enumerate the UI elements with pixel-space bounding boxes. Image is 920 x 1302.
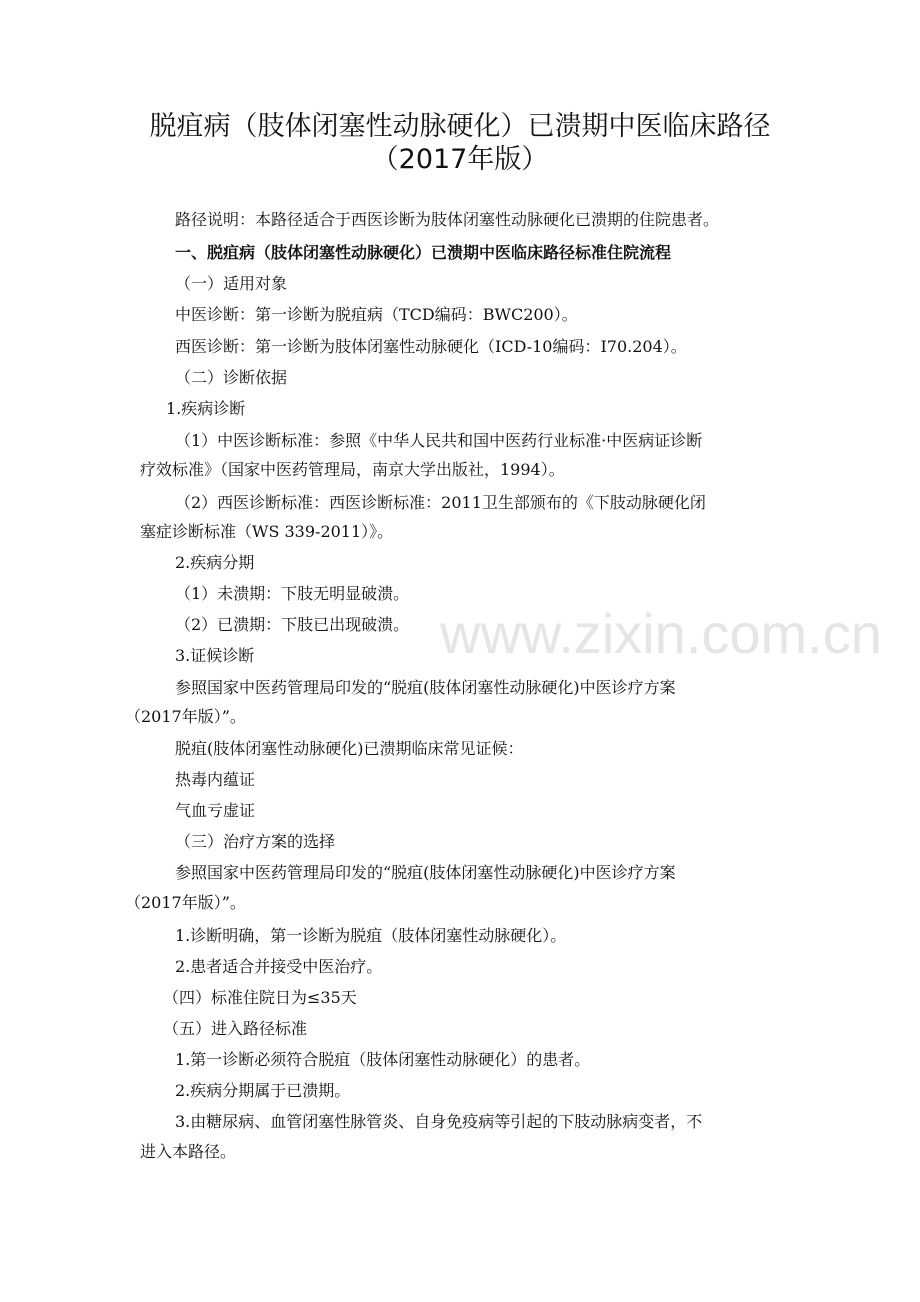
subheading-entry-criteria: （五）进入路径标准 [163,1019,308,1038]
item-tcm-standard-line-1: （1）中医诊断标准：参照《中华人民共和国中医药行业标准·中医病证诊断 [175,431,703,450]
syndrome-heat-toxin: 热毒内蕴证 [175,770,256,789]
item-syndrome-diagnosis: 3.证候诊断 [175,646,255,665]
subheading-treatment-selection: （三）治疗方案的选择 [175,832,336,851]
item-syndrome-ref-line-1: 参照国家中医药管理局印发的“脱疽(肢体闭塞性动脉硬化)中医诊疗方案 [175,678,676,697]
item-disease-diagnosis: 1.疾病诊断 [166,399,246,418]
watermark: www.zixin.com.cn [440,602,882,665]
item-wm-standard-line-1: （2）西医诊断标准：西医诊断标准：2011卫生部颁布的《下肢动脉硬化闭 [175,493,706,512]
subheading-diagnosis-basis: （二）诊断依据 [175,368,288,387]
item-wm-standard-line-2: 塞症诊断标准（WS 339-2011）》。 [140,522,394,541]
document-title-line-2: （2017年版） [371,144,549,175]
entry-criteria-item-1: 1.第一诊断必须符合脱疽（肢体闭塞性动脉硬化）的患者。 [175,1050,591,1069]
item-disease-staging: 2.疾病分期 [175,553,255,572]
treatment-ref-line-1: 参照国家中医药管理局印发的“脱疽(肢体闭塞性动脉硬化)中医诊疗方案 [175,863,676,882]
item-common-syndromes: 脱疽(肢体闭塞性动脉硬化)已溃期临床常见证候： [175,739,524,758]
treatment-item-1: 1.诊断明确，第一诊断为脱疽（肢体闭塞性动脉硬化）。 [175,926,567,945]
section-1-heading: 一、脱疽病（肢体闭塞性动脉硬化）已溃期中医临床路径标准住院流程 [175,243,672,262]
subheading-applicable-subjects: （一）适用对象 [175,274,288,293]
path-note: 路径说明：本路径适合于西医诊断为肢体闭塞性动脉硬化已溃期的住院患者。 [175,210,720,229]
entry-criteria-item-3-line-1: 3.由糖尿病、血管闭塞性脉管炎、自身免疫病等引起的下肢动脉病变者，不 [175,1112,703,1131]
western-diagnosis: 西医诊断：第一诊断为肢体闭塞性动脉硬化（ICD-10编码：I70.204）。 [175,337,687,356]
item-stage-ulcerated: （2）已溃期：下肢已出现破溃。 [175,615,410,634]
treatment-ref-line-2: （2017年版）”。 [125,893,246,912]
treatment-item-2: 2.患者适合并接受中医治疗。 [175,957,383,976]
syndrome-qi-blood-deficiency: 气血亏虚证 [175,801,256,820]
entry-criteria-item-3-line-2: 进入本路径。 [140,1142,237,1161]
entry-criteria-item-2: 2.疾病分期属于已溃期。 [175,1081,351,1100]
subheading-hospital-stay: （四）标准住院日为≤35天 [163,988,357,1007]
document-title-line-1: 脱疽病（肢体闭塞性动脉硬化）已溃期中医临床路径 [149,111,771,142]
tcm-diagnosis: 中医诊断：第一诊断为脱疽病（TCD编码：BWC200）。 [175,305,578,324]
item-tcm-standard-line-2: 疗效标准》（国家中医药管理局，南京大学出版社，1994）。 [140,460,565,479]
item-stage-unulcerated: （1）未溃期：下肢无明显破溃。 [175,584,410,603]
item-syndrome-ref-line-2: （2017年版）”。 [125,707,246,726]
